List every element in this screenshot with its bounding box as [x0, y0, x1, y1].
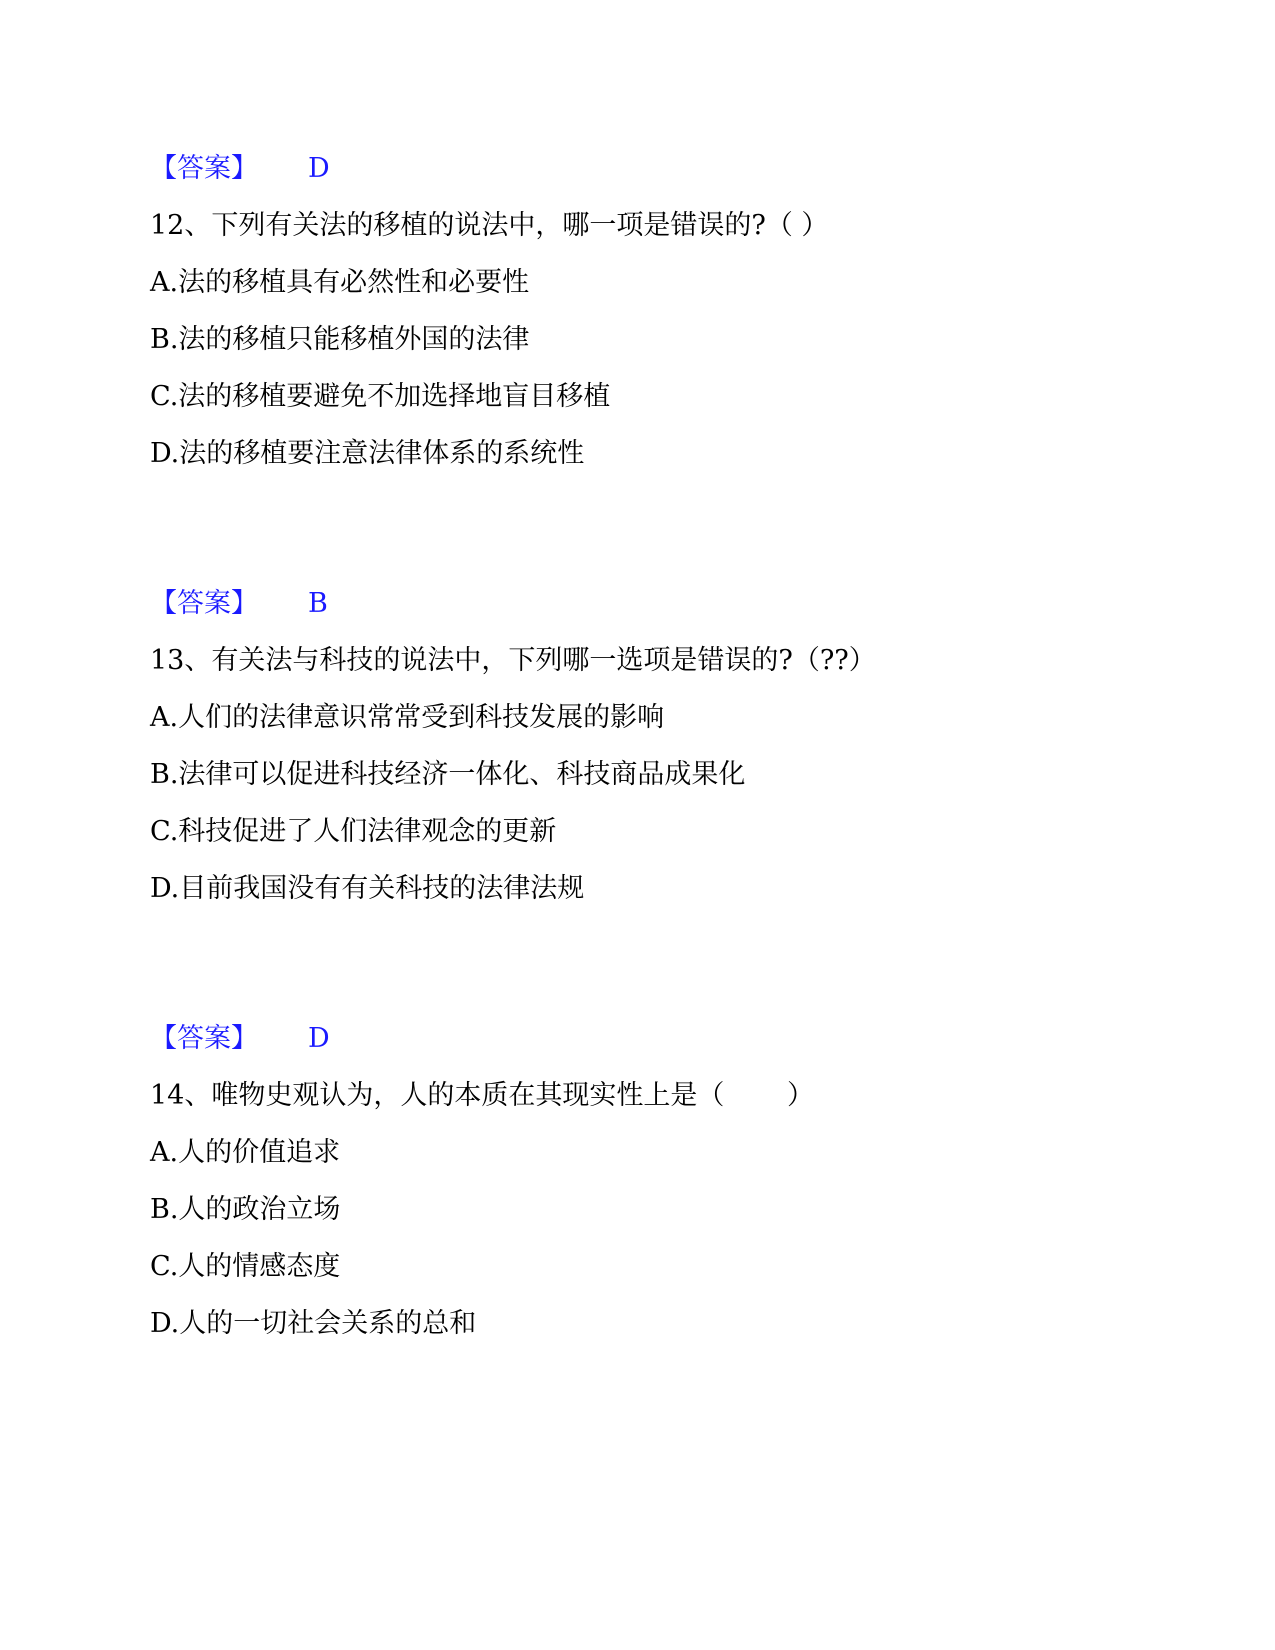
answer-value: B: [308, 588, 328, 619]
option-c: C.人的情感态度: [150, 1251, 341, 1282]
answer-row: [150, 575, 1200, 632]
question-text: 14、唯物史观认为，人的本质在其现实性上是（ ）: [150, 1080, 814, 1111]
answer-row: [150, 140, 1200, 197]
question-block-13: [150, 575, 1200, 917]
question-block-12: [150, 140, 1200, 482]
option-d: D.法的移植要注意法律体系的系统性: [150, 438, 585, 469]
answer-row: [150, 1010, 1200, 1067]
option-c: C.科技促进了人们法律观念的更新: [150, 816, 557, 847]
answer-label: 【答案】: [150, 588, 258, 619]
option-a: A.人的价值追求: [150, 1137, 341, 1168]
answer-label: 【答案】: [150, 153, 258, 184]
option-a: A.法的移植具有必然性和必要性: [150, 267, 530, 298]
question-block-14: [150, 1010, 1200, 1352]
question-text: 13、有关法与科技的说法中，下列哪一选项是错误的?（??）: [150, 645, 876, 676]
option-b: B.人的政治立场: [150, 1194, 341, 1225]
option-b: B.法律可以促进科技经济一体化、科技商品成果化: [150, 759, 746, 790]
option-d: D.目前我国没有有关科技的法律法规: [150, 873, 585, 904]
answer-value: D: [308, 153, 330, 184]
answer-value: D: [308, 1023, 330, 1054]
option-c: C.法的移植要避免不加选择地盲目移植: [150, 381, 611, 412]
option-a: A.人们的法律意识常常受到科技发展的影响: [150, 702, 665, 733]
question-text: 12、下列有关法的移植的说法中，哪一项是错误的?（ ）: [150, 210, 829, 241]
option-b: B.法的移植只能移植外国的法律: [150, 324, 530, 355]
answer-label: 【答案】: [150, 1023, 258, 1054]
option-d: D.人的一切社会关系的总和: [150, 1308, 477, 1339]
